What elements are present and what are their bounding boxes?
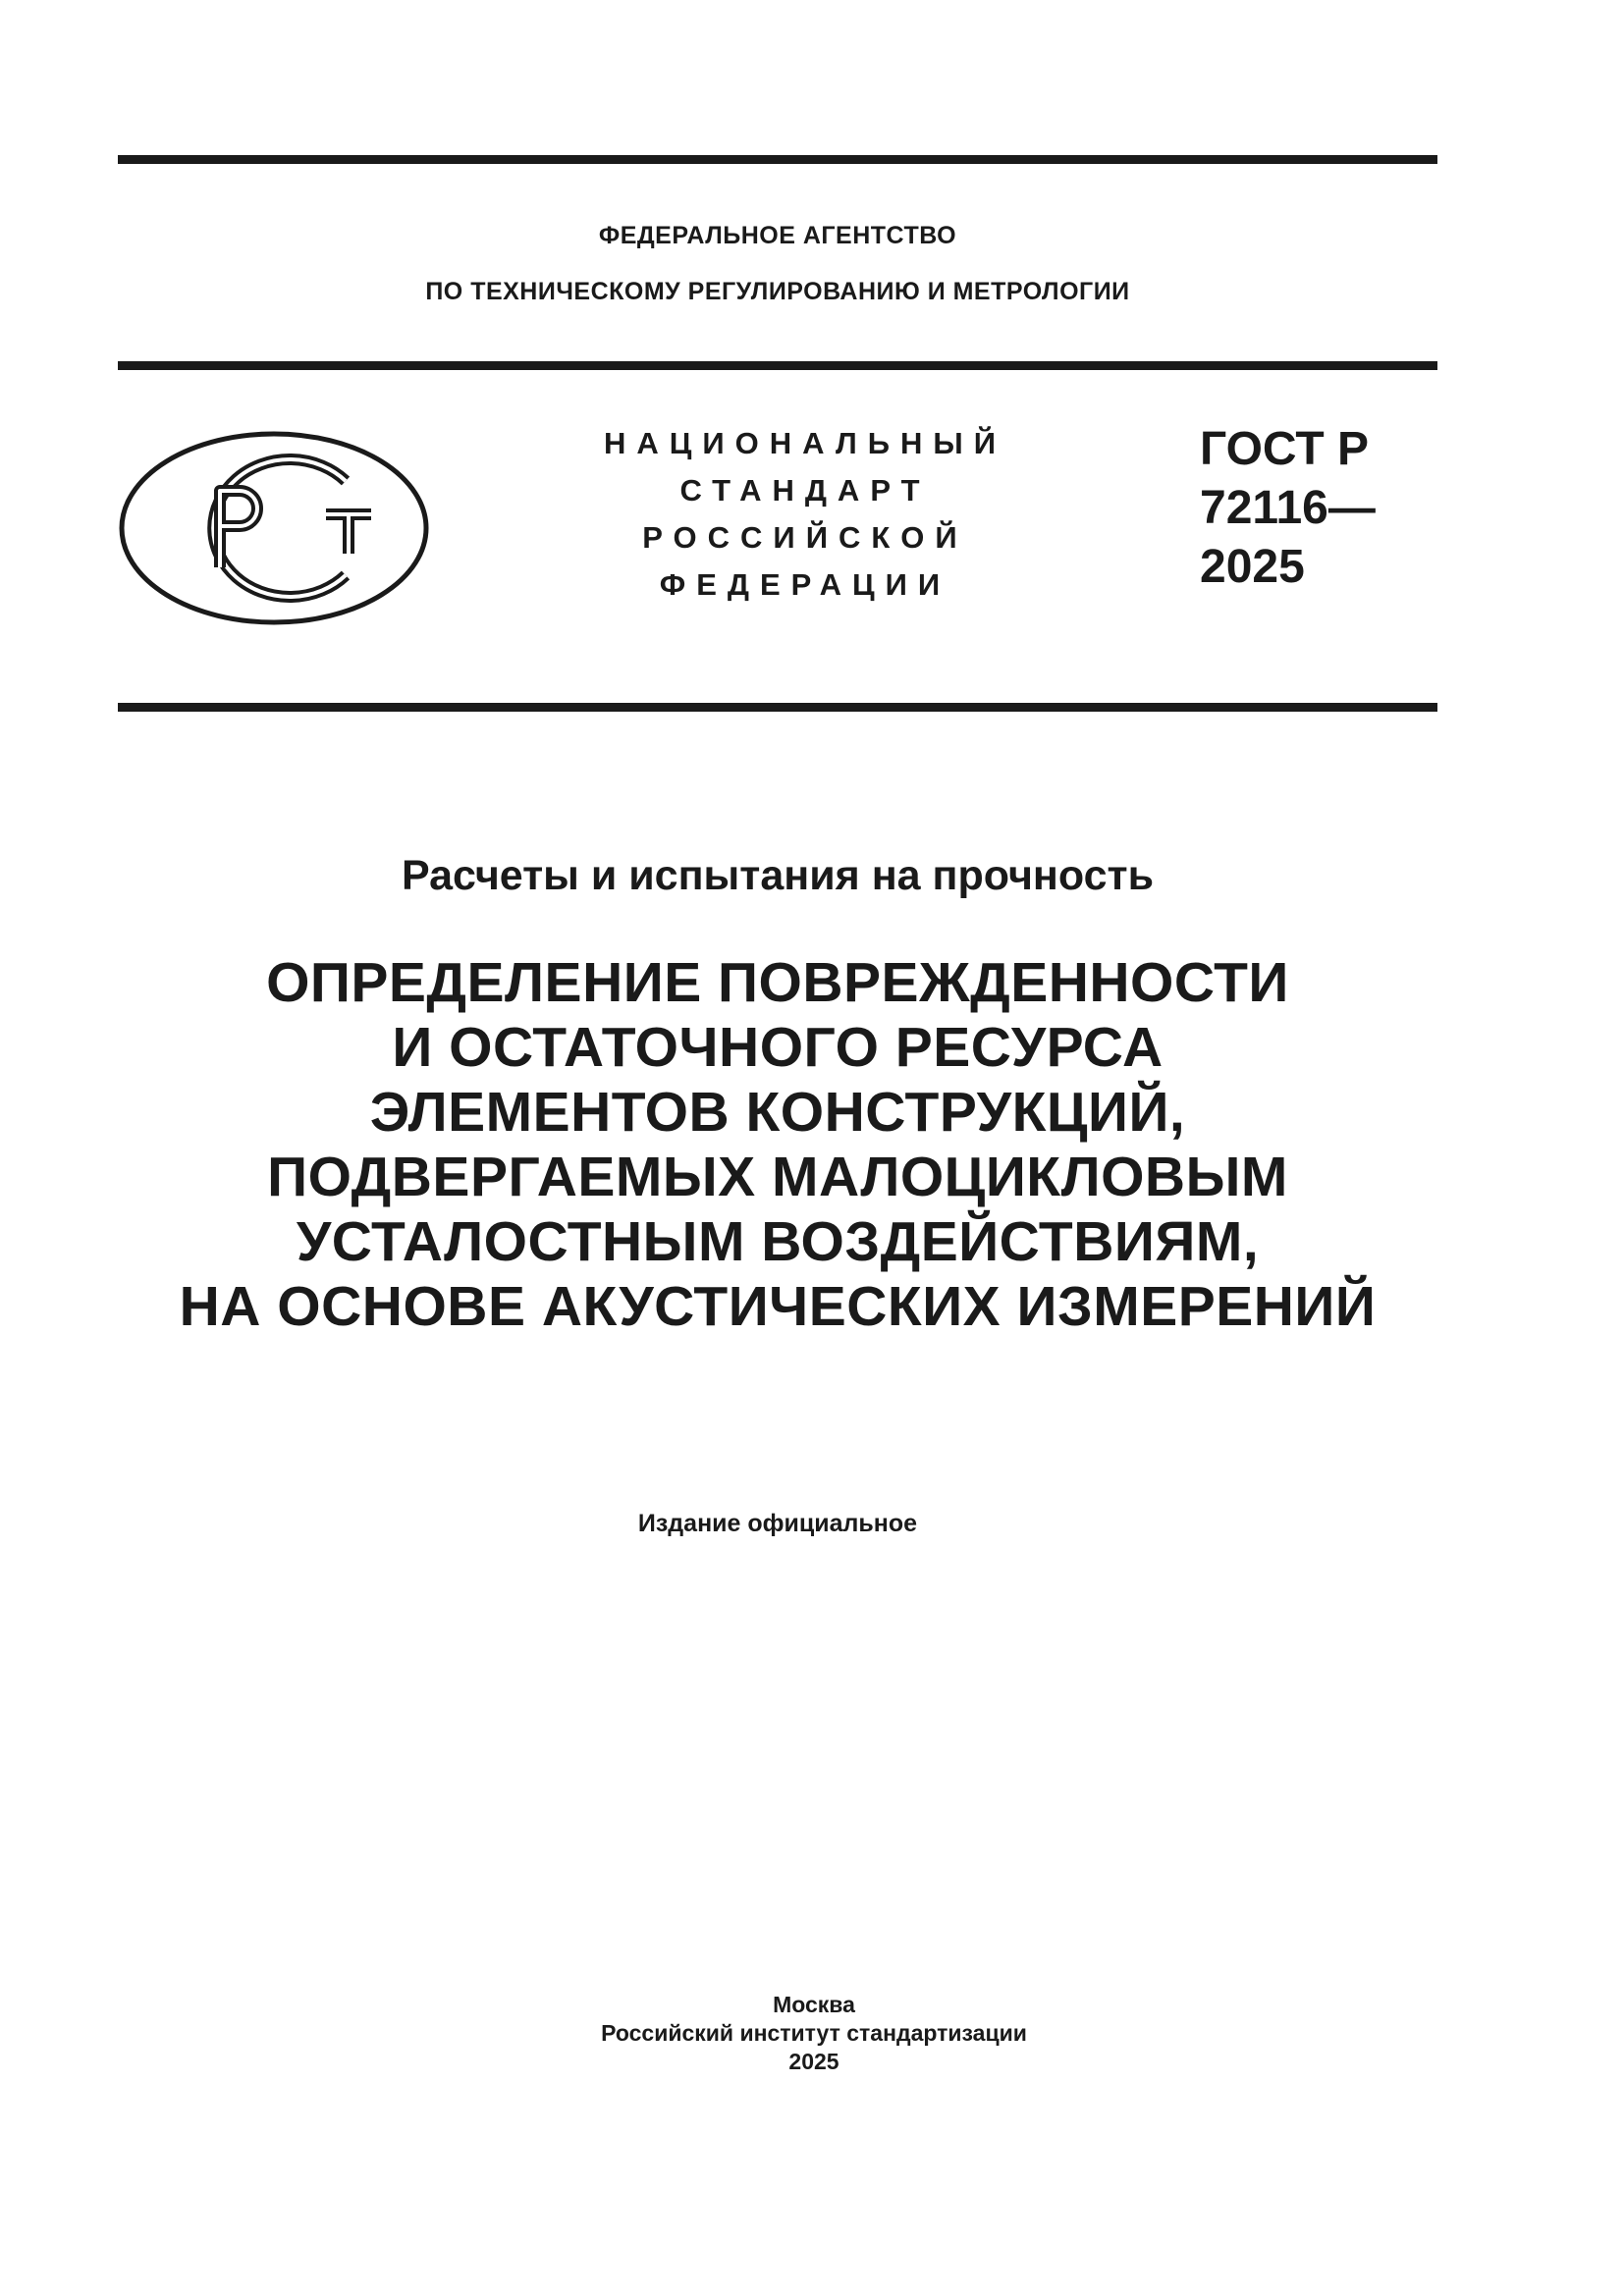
publisher-city: Москва — [773, 1992, 855, 2017]
section-rule — [118, 703, 1437, 712]
standard-type-line1: НАЦИОНАЛЬНЫЙ — [603, 426, 1007, 460]
standard-type-line2: СТАНДАРТ — [679, 473, 931, 507]
document-title — [118, 950, 1437, 1339]
designation-line1: ГОСТ Р — [1200, 423, 1370, 475]
designation-line3: 2025 — [1200, 541, 1305, 593]
designation-line2: 72116— — [1200, 482, 1376, 534]
title-line: ОПРЕДЕЛЕНИЕ ПОВРЕЖДЕННОСТИ — [266, 951, 1289, 1014]
title-line: ЭЛЕМЕНТОВ КОНСТРУКЦИЙ, — [369, 1081, 1186, 1144]
standard-type-line4: ФЕДЕРАЦИИ — [659, 567, 951, 602]
publisher-year: 2025 — [788, 2049, 839, 2074]
title-line: ПОДВЕРГАЕМЫХ МАЛОЦИКЛОВЫМ — [267, 1146, 1288, 1208]
title-line: НА ОСНОВЕ АКУСТИЧЕСКИХ ИЗМЕРЕНИЙ — [179, 1275, 1377, 1338]
top-rule — [118, 155, 1437, 164]
standard-type — [550, 420, 1060, 609]
title-line: И ОСТАТОЧНОГО РЕСУРСА — [392, 1016, 1164, 1079]
agency-name-line2: ПО ТЕХНИЧЕСКОМУ РЕГУЛИРОВАНИЮ И МЕТРОЛОГИИ — [425, 278, 1130, 305]
header-rule — [118, 361, 1437, 370]
publisher-name: Российский институт стандартизации — [601, 2020, 1027, 2046]
agency-name-line1: ФЕДЕРАЛЬНОЕ АГЕНТСТВО — [598, 222, 957, 249]
publisher-info — [118, 1991, 1510, 2076]
standard-type-line3: РОССИЙСКОЙ — [642, 520, 968, 555]
rst-certification-mark-icon — [118, 430, 430, 626]
title-line: УСТАЛОСТНЫМ ВОЗДЕЙСТВИЯМ, — [296, 1210, 1260, 1273]
edition-label: Издание официальное — [637, 1510, 918, 1537]
document-subject: Расчеты и испытания на прочность — [401, 852, 1155, 899]
standard-designation — [1200, 420, 1376, 597]
